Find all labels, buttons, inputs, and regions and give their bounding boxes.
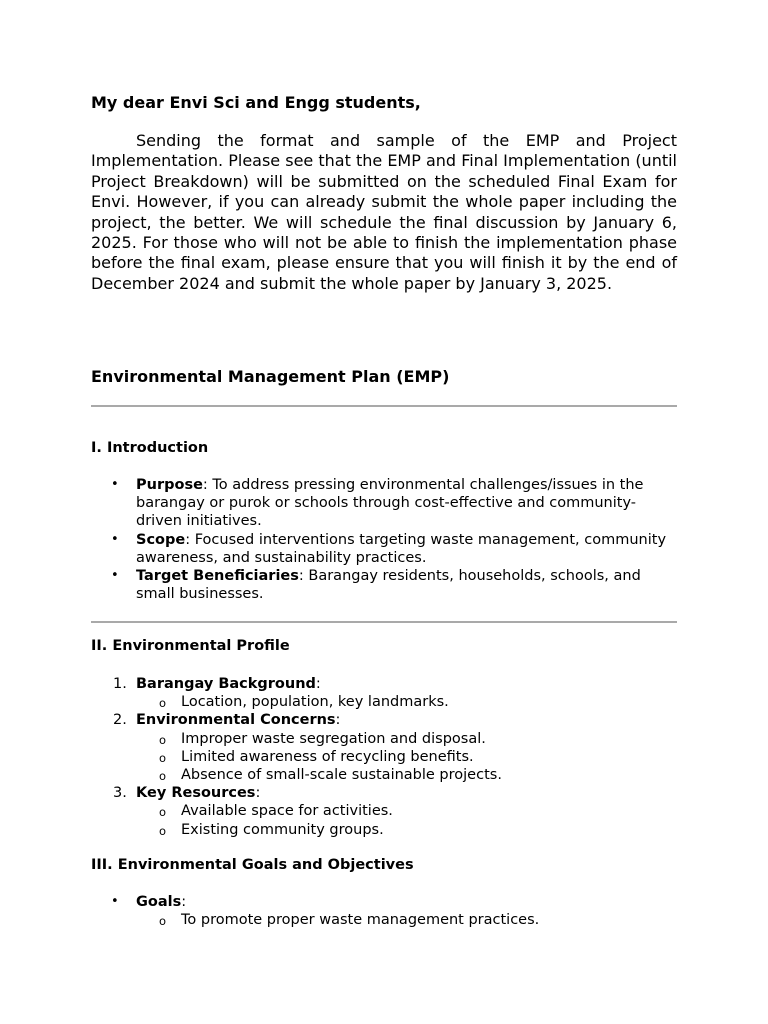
sub-item: o Available space for activities.: [136, 802, 677, 820]
list-item: [91, 784, 677, 839]
sub-item: o To promote proper waste management practices.: [136, 911, 677, 929]
goals-list: [91, 893, 677, 929]
section-heading-introduction: I. Introduction: [91, 440, 209, 456]
sub-item: o Existing community groups.: [136, 821, 677, 839]
item-text: : Barangay residents, households, schools, and small businesses.: [136, 568, 641, 603]
sub-list: [136, 802, 677, 838]
item-colon: :: [255, 785, 261, 802]
list-item: [91, 567, 677, 603]
item-colon: :: [181, 894, 187, 910]
intro-paragraph: Sending the format and sample of the EMP and Project Implementation. Please see that the EMP and Final Implementation (until Project Breakdown) will be submitted on the scheduled Final Exam for Envi. However, if you can already submit the whole paper including the project, the better. We will schedule the final discussion by January 6, 2025. For those who will not be able to finish the implementation phase before the final exam, please ensure that you will finish it by the end of December 2024 and submit the whole paper by January 3, 2025.: [91, 131, 677, 293]
list-item: [91, 675, 677, 711]
item-colon: :: [335, 712, 341, 729]
item-text: : Focused interventions targeting waste management, community awareness, and sustainability practices.: [136, 531, 667, 566]
list-item: [91, 476, 677, 531]
environmental-profile-list: [91, 675, 677, 839]
salutation: My dear Envi Sci and Engg students,: [91, 93, 421, 112]
horizontal-rule: [91, 405, 677, 407]
item-colon: :: [315, 676, 321, 692]
sub-item: o Absence of small-scale sustainable projects.: [136, 766, 677, 784]
item-label: Goals: [136, 894, 182, 910]
sub-item: o Location, population, key landmarks.: [136, 693, 677, 711]
list-number: 1.: [113, 676, 127, 692]
list-number: 3.: [113, 785, 127, 802]
sub-list: [136, 911, 677, 929]
sub-list: [136, 730, 677, 785]
item-label: Environmental Concerns: [136, 712, 336, 729]
list-item: [91, 711, 677, 784]
sub-item: o Improper waste segregation and disposal.: [136, 730, 677, 748]
item-label: Scope: [136, 531, 186, 548]
sub-list: [136, 693, 677, 711]
list-item: [91, 531, 677, 567]
item-text: : To address pressing environmental challenges/issues in the barangay or purok or schools through cost-effective and community-driven initiatives.: [136, 477, 644, 530]
item-label: Barangay Background: [136, 676, 316, 692]
section-heading-environmental-profile: II. Environmental Profile: [91, 638, 290, 654]
item-label: Purpose: [136, 477, 203, 493]
item-label: Key Resources: [136, 785, 256, 802]
item-label: Target Beneficiaries: [136, 568, 299, 585]
sub-item: o Limited awareness of recycling benefits.: [136, 748, 677, 766]
section-heading-goals-objectives: III. Environmental Goals and Objectives: [91, 857, 414, 873]
list-number: 2.: [113, 712, 127, 729]
list-item: [91, 893, 677, 929]
introduction-list: [91, 476, 677, 603]
horizontal-rule: [91, 621, 677, 623]
document-title: Environmental Management Plan (EMP): [91, 367, 450, 386]
